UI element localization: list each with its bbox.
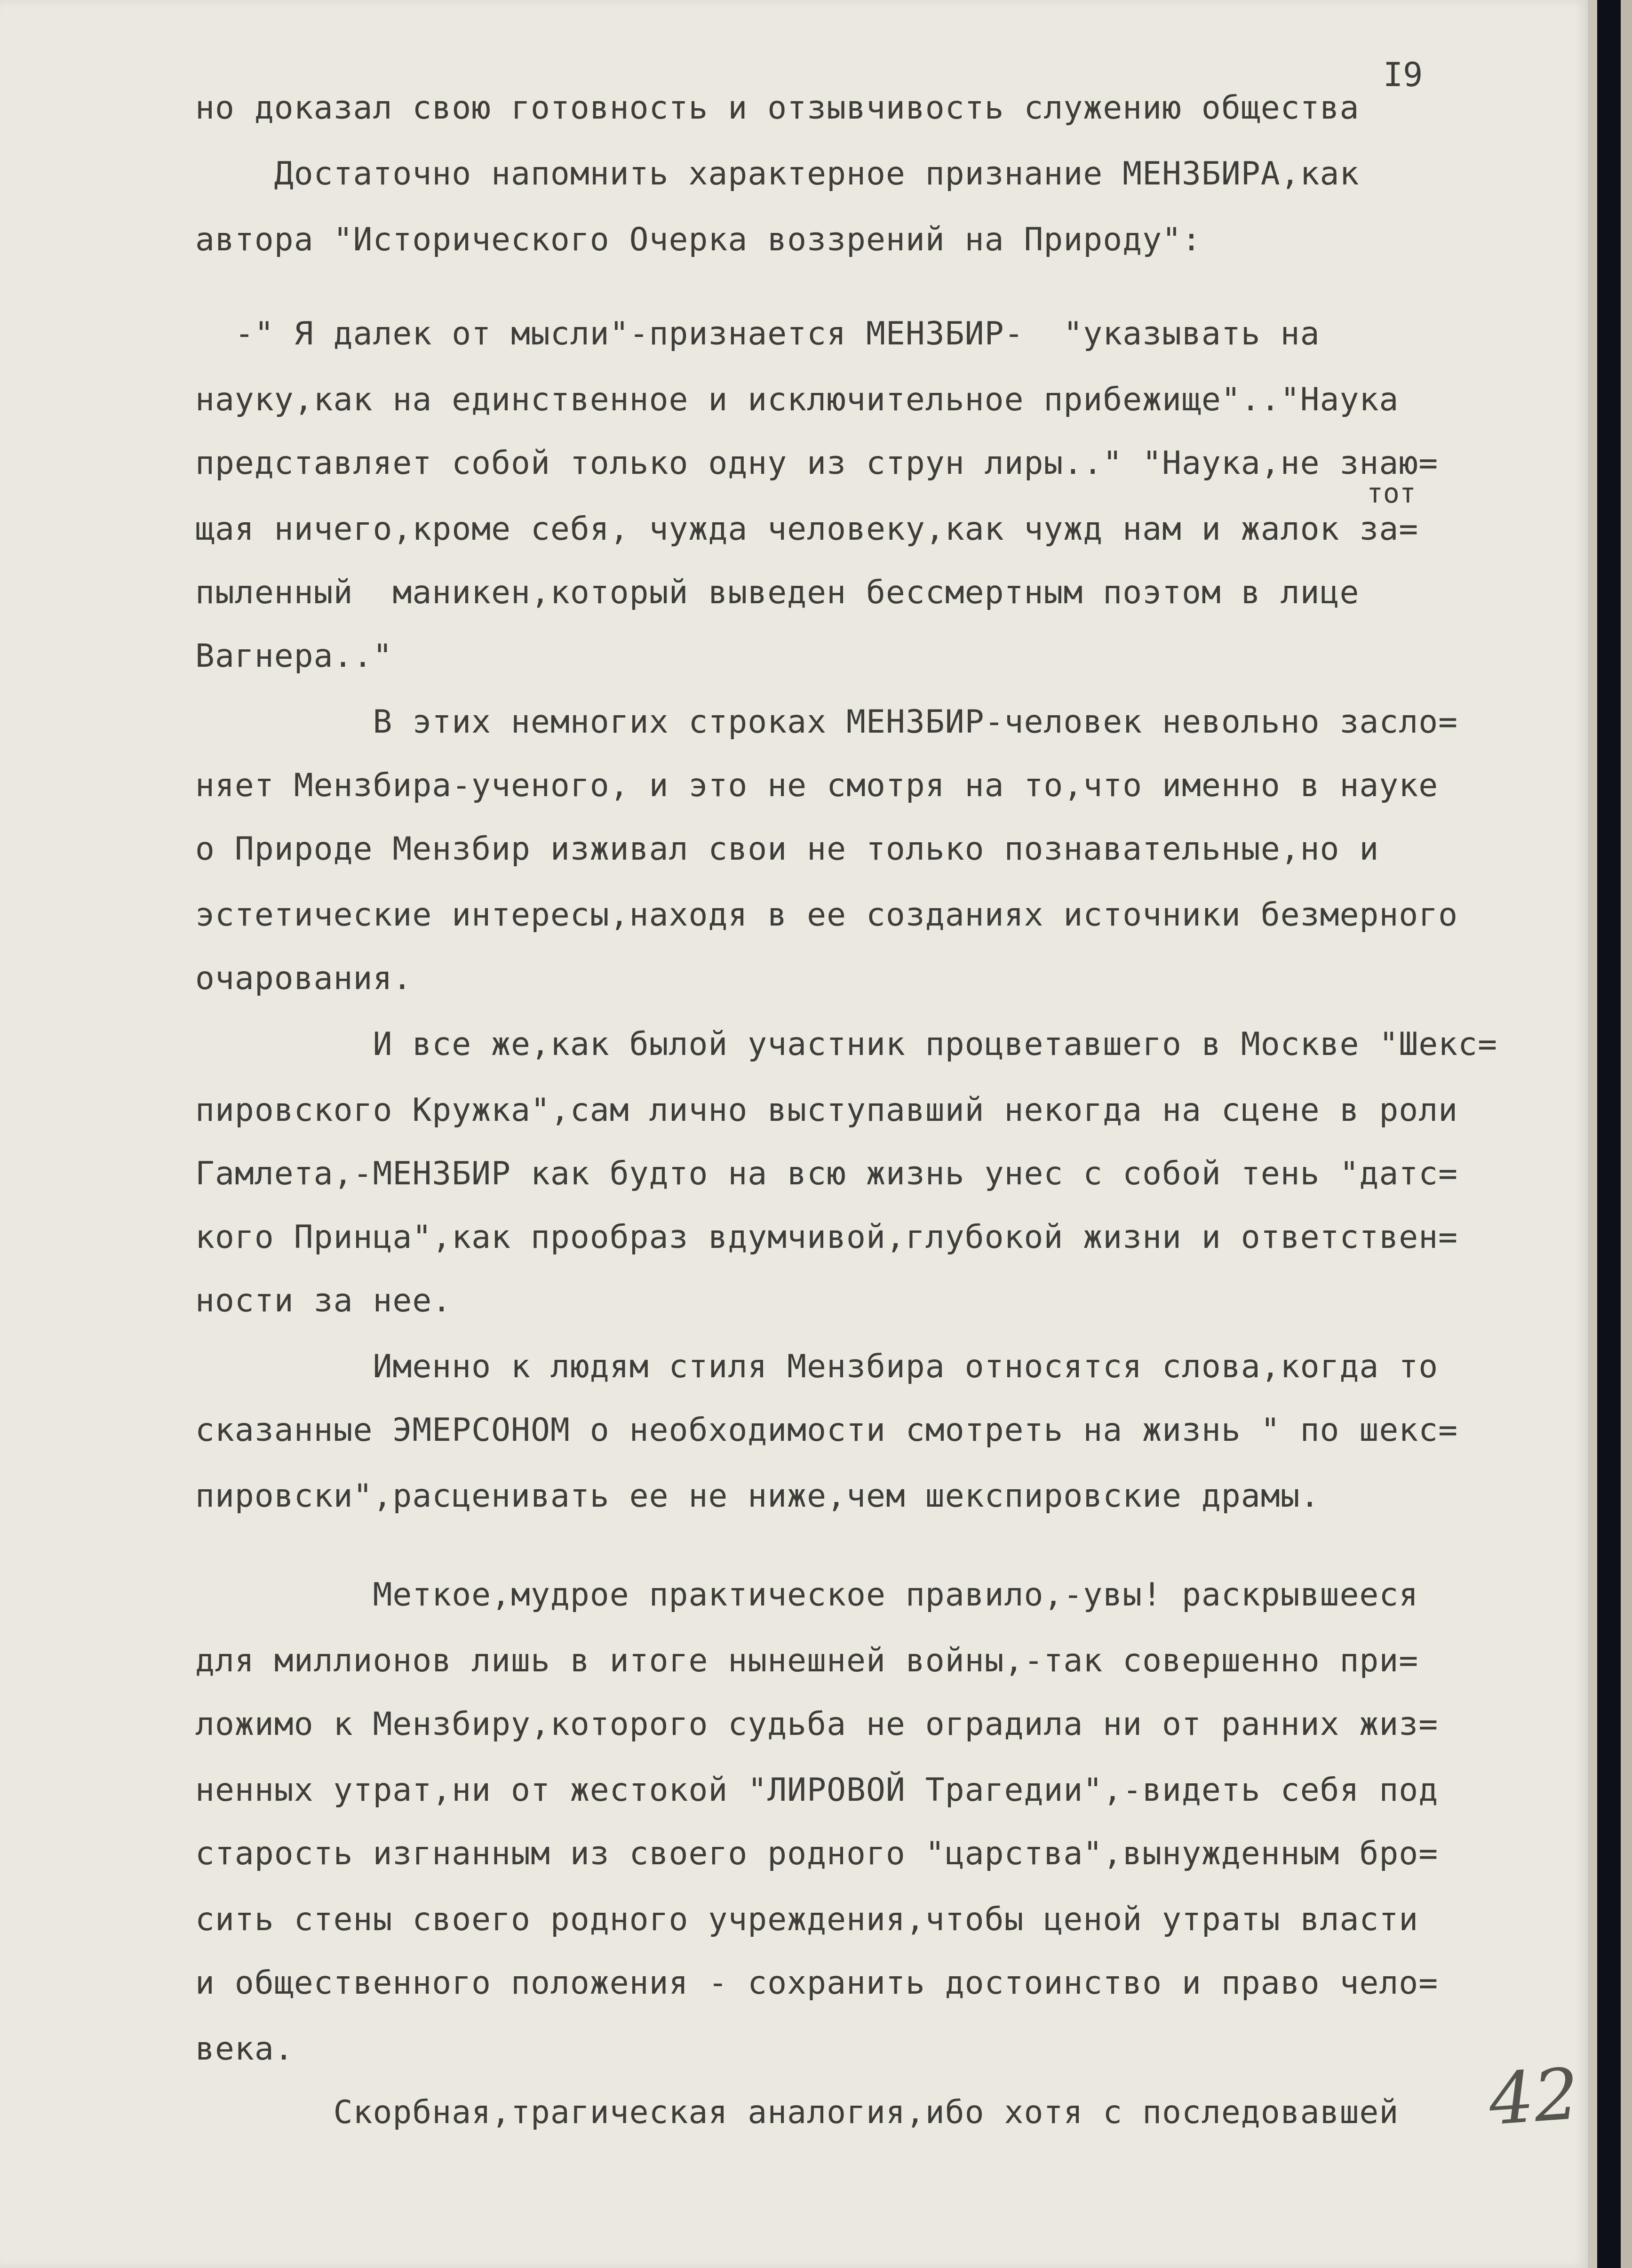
text-line: няет Мензбира-ученого, и это не смотря на то,что именно в науке <box>195 767 1439 804</box>
text-line: Именно к людям стиля Мензбира относятся слова,когда то <box>195 1348 1439 1385</box>
text-line: кого Принца",как прообраз вдумчивой,глубокой жизни и ответствен= <box>195 1219 1458 1256</box>
text-line: пировского Кружка",сам лично выступавший некогда на сцене в роли <box>195 1092 1458 1129</box>
text-line: сить стены своего родного учреждения,чтобы ценой утраты власти <box>195 1901 1419 1938</box>
text-line: ности за нее. <box>195 1282 452 1319</box>
text-line: ненных утрат,ни от жестокой "ЛИРОВОЙ Трагедии",-видеть себя под <box>195 1772 1439 1809</box>
text-line: В этих немногих строках МЕНЗБИР-человек невольно заслo= <box>195 703 1458 741</box>
text-line: Меткое,мудрое практическое правило,-увы! раскрывшееся <box>195 1576 1419 1613</box>
text-line: щая ничего,кроме себя, чужда человеку,как чужд нам и жалок за= <box>195 511 1419 548</box>
text-line: Скорбная,трагическая аналогия,ибо хотя с последовавшей <box>195 2094 1399 2131</box>
text-line: пировски",расценивать ее не ниже,чем шекспировские драмы. <box>195 1477 1320 1515</box>
text-line: автора "Исторического Очерка воззрений на Природу": <box>195 221 1202 258</box>
text-line: пыленный маникен,который выведен бессмертным поэтом в лице <box>195 574 1360 611</box>
text-line: но доказал свою готовность и отзывчивость служению общества <box>195 89 1360 127</box>
text-line: Гамлета,-МЕНЗБИР как будто на всю жизнь унес с собой тень "датс= <box>195 1155 1458 1192</box>
text-line: эстетические интересы,находя в ее созданиях источники безмерного <box>195 896 1458 934</box>
text-line: Вагнера.." <box>195 638 393 675</box>
text-line: Достаточно напомнить характерное признание МЕНЗБИРА,как <box>195 155 1360 192</box>
text-line: очарования. <box>195 960 413 997</box>
text-line: и общественного положения - сохранить достоинство и право чело= <box>195 1965 1439 2002</box>
interlinear-insert: тот <box>1367 477 1416 509</box>
text-line: науку,как на единственное и исключительное прибежище".."Наука <box>195 381 1399 418</box>
text-line: -" Я далек от мысли"-признается МЕНЗБИР- "указывать на <box>195 315 1320 352</box>
text-line: века. <box>195 2030 294 2068</box>
page-number: I9 <box>1383 56 1423 94</box>
text-line: для миллионов лишь в итоге нынешней войны,-так совершенно при= <box>195 1642 1419 1679</box>
text-line: представляет собой только одну из струн лиры.." "Наука,не знаю= <box>195 445 1439 482</box>
text-line: сказанные ЭМЕРСОНОМ о необходимости смотреть на жизнь " по шекс= <box>195 1412 1458 1449</box>
text-line: ложимо к Мензбиру,которого судьба не оградила ни от ранних жиз= <box>195 1706 1439 1743</box>
handwritten-folio-number: 42 <box>1486 2053 1582 2141</box>
text-line: о Природе Мензбир изживал свои не только познавательные,но и <box>195 831 1379 868</box>
text-line: старость изгнанным из своего родного "царства",вынужденным бро= <box>195 1835 1439 1872</box>
underlying-page-edge <box>1621 0 1632 2268</box>
text-line: И все же,как былой участник процветавшего в Москве "Шекс= <box>195 1026 1498 1063</box>
